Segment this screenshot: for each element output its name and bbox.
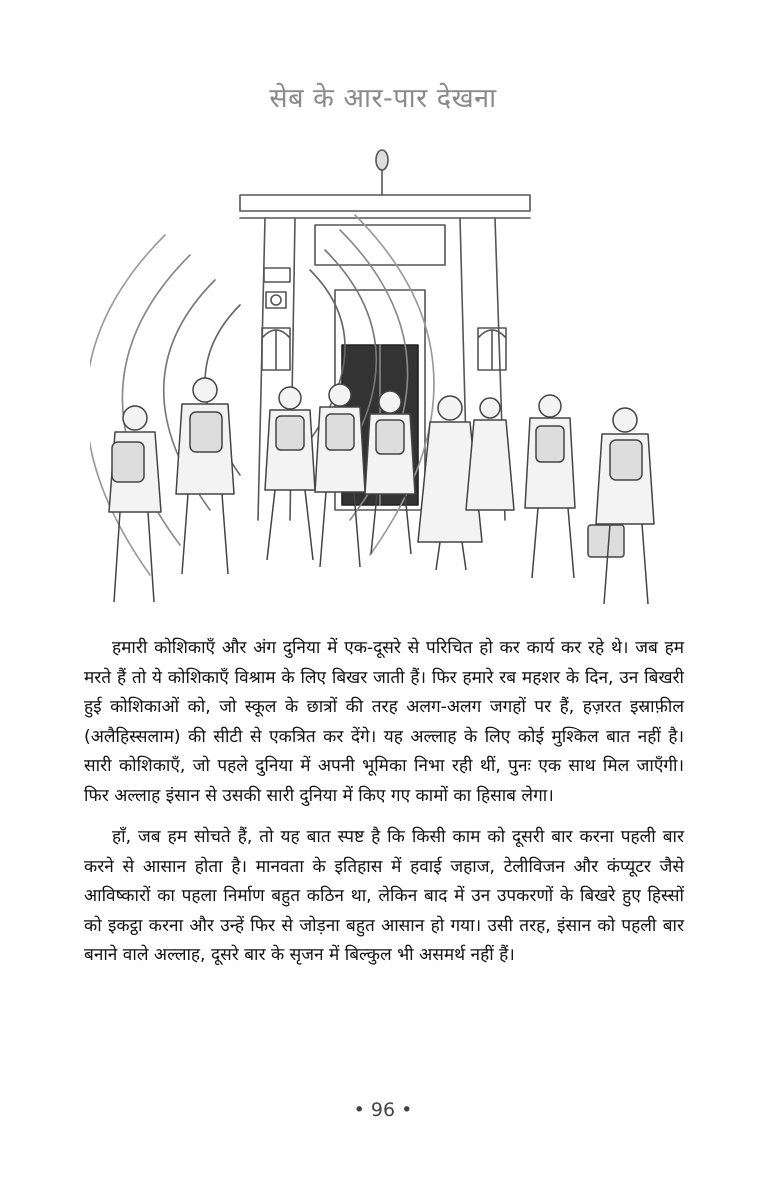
student-figure bbox=[176, 378, 234, 574]
paragraph: हाँ, जब हम सोचते हैं, तो यह बात स्पष्ट है कि किसी काम को दूसरी बार करना पहली बार करने से आसान होता है। मानवता के इतिहास में हवाई जहाज, टेलीविजन और कंप्यूटर जैसे आविष्कारों का पहला निर्माण बहुत कठिन था, लेकिन बाद में उन उपकरणों के बिखरे हुए हिस्सों को इकट्ठा करना और उन्हें फिर से जोड़ना बहुत आसान हो गया। उसी तरह, इंसान को पहली बार बनाने वाले अल्लाह, दूसरे बार के सृजन में बिल्कुल भी असमर्थ नहीं हैं। bbox=[84, 827, 684, 965]
student-figure bbox=[466, 398, 514, 510]
student-figure bbox=[109, 406, 161, 602]
student-figure bbox=[265, 387, 315, 560]
page-number: • 96 • bbox=[353, 1099, 413, 1121]
school-students-illustration bbox=[90, 140, 680, 620]
paragraph: हमारी कोशिकाएँ और अंग दुनिया में एक-दूसरे से परिचित हो कर कार्य कर रहे थे। जब हम मरते हैं तो ये कोशिकाएँ विश्राम के लिए बिखर जाती हैं। फिर हमारे रब महशर के दिन, उन बिखरी हुई कोशिकाओं को, जो स्कूल के छात्रों की तरह अलग-अलग जगहों पर हैं, हज़रत इस्राफ़ील (अलैहिस्सलाम) की सीटी से एकत्रित कर देंगे। यह अल्लाह के लिए कोई मुश्किल बात नहीं है। सारी कोशिकाएँ, जो पहले दुनिया में अपनी भूमिका निभा रही थीं, पुनः एक साथ मिल जाएँगी। फिर अल्लाह इंसान से उसकी सारी दुनिया में किए गए कामों का हिसाब लेगा। bbox=[84, 638, 684, 806]
student-figure bbox=[315, 384, 365, 567]
student-figure bbox=[525, 395, 575, 578]
student-figure bbox=[365, 391, 415, 554]
student-figure bbox=[588, 408, 654, 604]
page-title: सेब के आर-पार देखना bbox=[269, 83, 497, 114]
speaker-icon bbox=[376, 150, 388, 195]
body-text bbox=[84, 634, 684, 983]
